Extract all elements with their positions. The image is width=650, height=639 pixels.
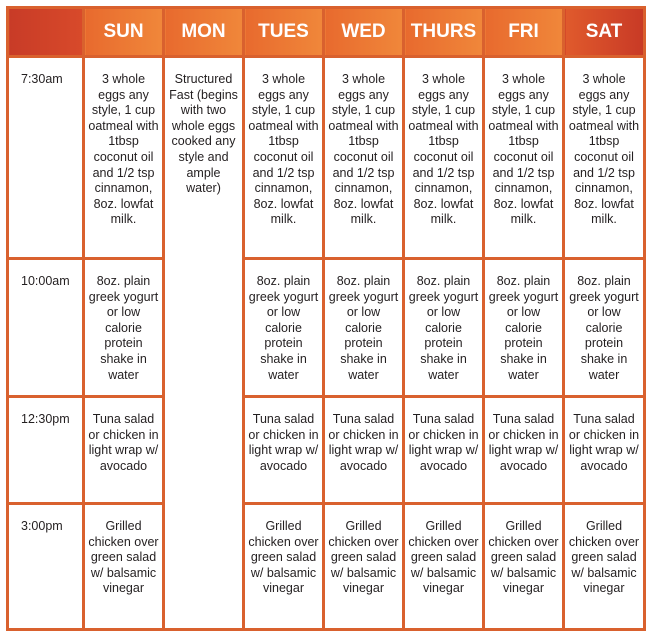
meal-cell-fri: 3 whole eggs any style, 1 cup oatmeal with 1tbsp coconut oil and 1/2 tsp cinnamon, 8oz. lowfat milk. (484, 57, 564, 259)
meal-cell-tues: 8oz. plain greek yogurt or low calorie protein shake in water (244, 259, 324, 397)
meal-cell-thurs: Tuna salad or chicken in light wrap w/ avocado (404, 397, 484, 504)
table-row (8, 397, 645, 504)
corner-cell (8, 8, 84, 57)
meal-cell-tues: Tuna salad or chicken in light wrap w/ avocado (244, 397, 324, 504)
meal-cell-tues: 3 whole eggs any style, 1 cup oatmeal with 1tbsp coconut oil and 1/2 tsp cinnamon, 8oz. lowfat milk. (244, 57, 324, 259)
meal-cell-sat: 8oz. plain greek yogurt or low calorie protein shake in water (564, 259, 645, 397)
meal-cell-thurs: 3 whole eggs any style, 1 cup oatmeal with 1tbsp coconut oil and 1/2 tsp cinnamon, 8oz. lowfat milk. (404, 57, 484, 259)
meal-cell-thurs: Grilled chicken over green salad w/ balsamic vinegar (404, 504, 484, 630)
time-cell: 3:00pm (8, 504, 84, 630)
day-header-sat: SAT (564, 8, 645, 57)
meal-cell-wed: Tuna salad or chicken in light wrap w/ avocado (324, 397, 404, 504)
day-header-tues: TUES (244, 8, 324, 57)
time-cell: 10:00am (8, 259, 84, 397)
meal-cell-thurs: 8oz. plain greek yogurt or low calorie protein shake in water (404, 259, 484, 397)
meal-cell-tues: Grilled chicken over green salad w/ balsamic vinegar (244, 504, 324, 630)
day-header-thurs: THURS (404, 8, 484, 57)
day-header-mon: MON (164, 8, 244, 57)
time-cell: 7:30am (8, 57, 84, 259)
meal-cell-sat: Tuna salad or chicken in light wrap w/ avocado (564, 397, 645, 504)
day-header-row (8, 8, 645, 57)
meal-cell-wed: Grilled chicken over green salad w/ balsamic vinegar (324, 504, 404, 630)
meal-cell-fri: Grilled chicken over green salad w/ balsamic vinegar (484, 504, 564, 630)
meal-cell-sat: Grilled chicken over green salad w/ balsamic vinegar (564, 504, 645, 630)
meal-cell-fri: Tuna salad or chicken in light wrap w/ avocado (484, 397, 564, 504)
meal-cell-sun: 8oz. plain greek yogurt or low calorie protein shake in water (84, 259, 164, 397)
time-cell: 12:30pm (8, 397, 84, 504)
day-header-wed: WED (324, 8, 404, 57)
meal-cell-fri: 8oz. plain greek yogurt or low calorie protein shake in water (484, 259, 564, 397)
mon-fast-cell: Structured Fast (begins with two whole eggs cooked any style and ample water) (164, 57, 244, 630)
meal-cell-wed: 3 whole eggs any style, 1 cup oatmeal with 1tbsp coconut oil and 1/2 tsp cinnamon, 8oz. lowfat milk. (324, 57, 404, 259)
meal-cell-sun: Grilled chicken over green salad w/ balsamic vinegar (84, 504, 164, 630)
day-header-sun: SUN (84, 8, 164, 57)
table-row (8, 259, 645, 397)
meal-cell-sun: Tuna salad or chicken in light wrap w/ avocado (84, 397, 164, 504)
meal-cell-sun: 3 whole eggs any style, 1 cup oatmeal with 1tbsp coconut oil and 1/2 tsp cinnamon, 8oz. lowfat milk. (84, 57, 164, 259)
day-header-fri: FRI (484, 8, 564, 57)
meal-plan-table (6, 6, 646, 631)
table-row (8, 57, 645, 259)
meal-cell-wed: 8oz. plain greek yogurt or low calorie protein shake in water (324, 259, 404, 397)
table-row (8, 504, 645, 630)
meal-cell-sat: 3 whole eggs any style, 1 cup oatmeal with 1tbsp coconut oil and 1/2 tsp cinnamon, 8oz. lowfat milk. (564, 57, 645, 259)
